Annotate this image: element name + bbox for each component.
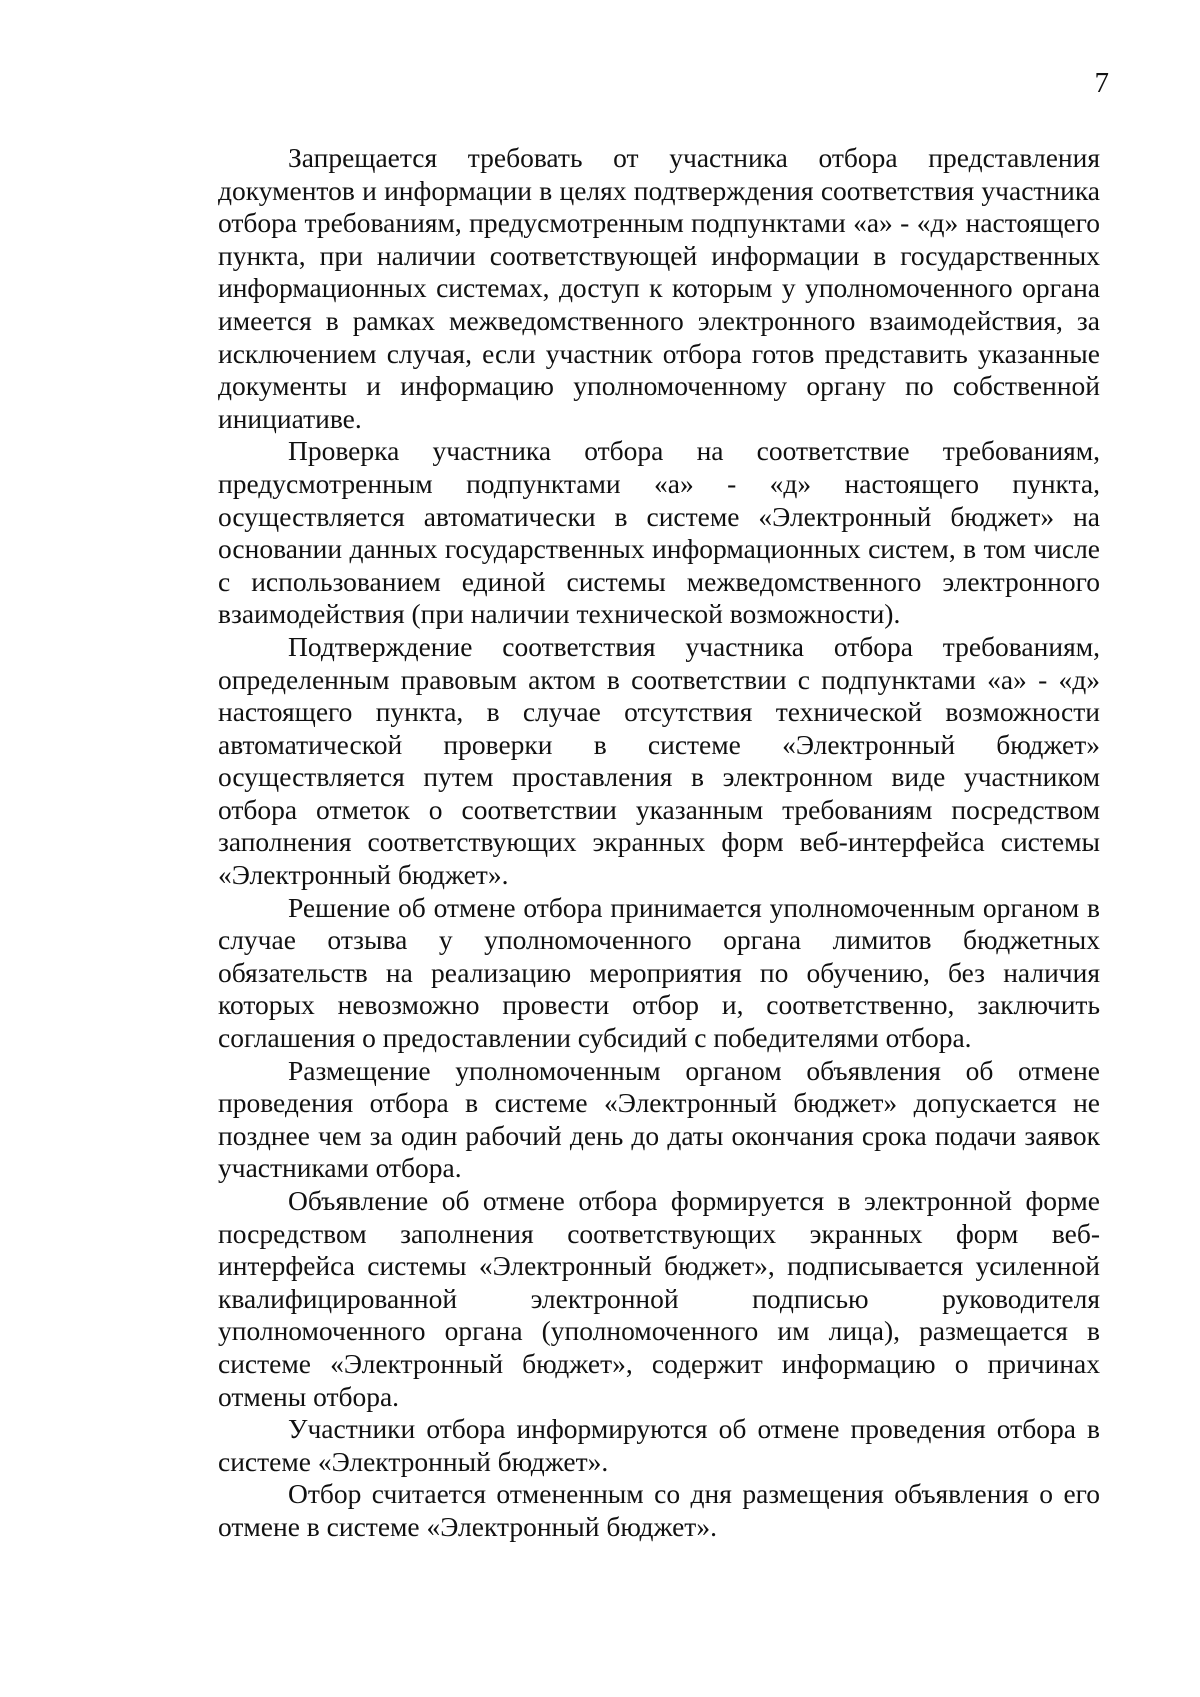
paragraph-cancellation-posting: Размещение уполномоченным органом объявления об отмене проведения отбора в системе «Электронный бюджет» допускается не позднее чем за один рабочий день до даты окончания срока подачи заявок участниками отбора. xyxy=(218,1054,1100,1184)
page-number: 7 xyxy=(1094,67,1109,99)
paragraph-cancellation-decision: Решение об отмене отбора принимается уполномоченным органом в случае отзыва у уполномоченного органа лимитов бюджетных обязательств на реализацию мероприятия по обучению, без наличия которых невозможно провести отбор и, соответственно, заключить соглашения о предоставлении субсидий с победителями отбора. xyxy=(218,891,1100,1054)
paragraph-confirmation: Подтверждение соответствия участника отбора требованиям, определенным правовым актом в соответствии с подпунктами «а» - «д» настоящего пункта, в случае отсутствия технической возможности автоматической проверки в системе «Электронный бюджет» осуществляется путем проставления в электронном виде участником отбора отметок о соответствии указанным требованиям посредством заполнения соответствующих экранных форм веб-интерфейса системы «Электронный бюджет». xyxy=(218,630,1100,891)
paragraph-automatic-check: Проверка участника отбора на соответствие требованиям, предусмотренным подпунктами «а» - «д» настоящего пункта, осуществляется автоматически в системе «Электронный бюджет» на основании данных государственных информационных систем, в том числе с использованием единой системы межведомственного электронного взаимодействия (при наличии технической возможности). xyxy=(218,435,1100,630)
paragraph-participants-informed: Участники отбора информируются об отмене проведения отбора в системе «Электронный бюджет». xyxy=(218,1413,1100,1477)
paragraph-prohibition: Запрещается требовать от участника отбора представления документов и информации в целях подтверждения соответствия участника отбора требованиям, предусмотренным подпунктами «а» - «д» настоящего пункта, при наличии соответствующей информации в государственных информационных системах, доступ к которым у уполномоченного органа имеется в рамках межведомственного электронного взаимодействия, за исключением случая, если участник отбора готов представить указанные документы и информацию уполномоченному органу по собственной инициативе. xyxy=(218,142,1100,434)
document-body xyxy=(218,142,1100,1544)
paragraph-cancellation-notice: Объявление об отмене отбора формируется в электронной форме посредством заполнения соответствующих экранных форм веб-интерфейса системы «Электронный бюджет», подписывается усиленной квалифицированной электронной подписью руководителя уполномоченного органа (уполномоченного им лица), размещается в системе «Электронный бюджет», содержит информацию о причинах отмены отбора. xyxy=(218,1185,1100,1412)
paragraph-cancelled-date: Отбор считается отмененным со дня размещения объявления о его отмене в системе «Электронный бюджет». xyxy=(218,1478,1100,1542)
